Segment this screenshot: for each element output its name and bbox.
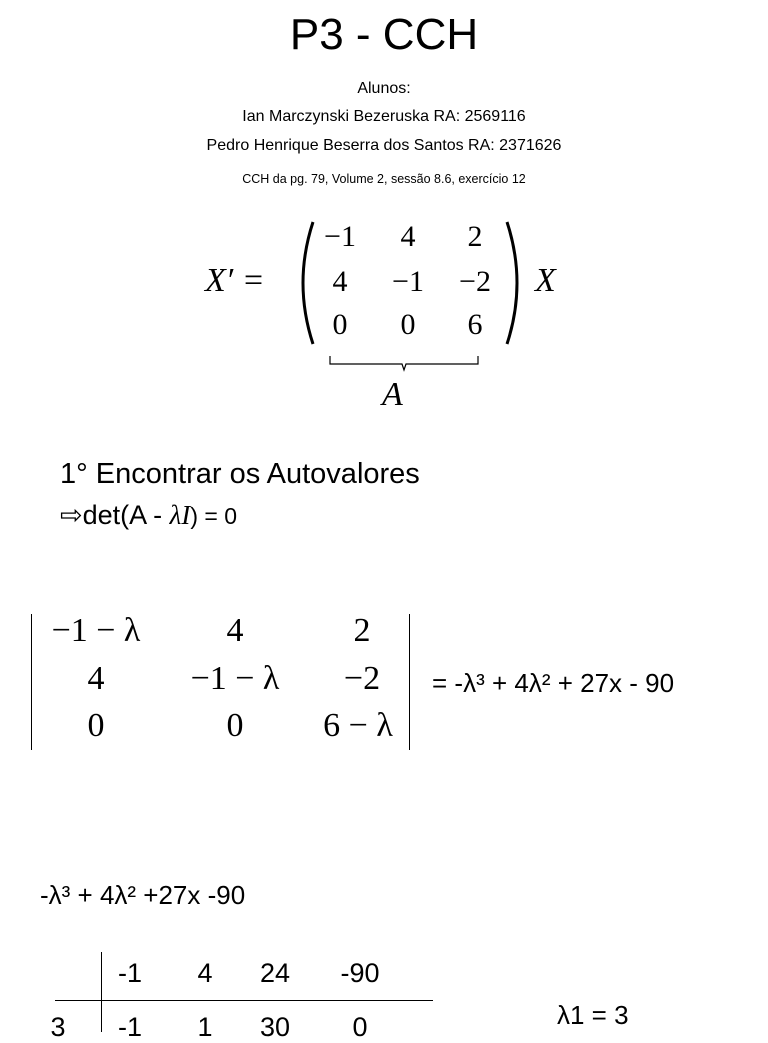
system-lhs: X′ = [205,262,265,299]
page-title: P3 - CCH [289,10,479,59]
det-prefix: ⇨det(A - [60,500,170,530]
step-title: 1° Encontrar os Autovalores [60,458,420,490]
students-label: Alunos: [357,80,411,97]
ruffini-coef-1: -1 [117,958,142,988]
ruffini-result-1: -1 [117,1012,142,1042]
det-cell-11: −1 − λ [51,612,141,649]
det-left-bar [31,614,32,750]
student-1: Ian Marczynski Bezeruska RA: 2569116 [242,108,526,125]
student-2: Pedro Henrique Beserra dos Santos RA: 2371626 [206,137,562,154]
characteristic-equation [60,500,237,531]
det-cell-21: 4 [87,660,105,697]
lambda-1-value: λ1 = 3 [557,1000,629,1030]
ruffini-horizontal-line [55,1000,433,1001]
exercise-reference: CCH da pg. 79, Volume 2, sessão 8.6, exercício 12 [242,172,526,186]
matrix-a33: 6 [467,308,483,341]
det-cell-31: 0 [87,707,105,744]
det-cell-13: 2 [353,612,371,649]
det-lambda: λI [169,500,191,530]
matrix-a23: −2 [459,265,491,298]
matrix-a31: 0 [332,308,348,341]
ruffini-result-2: 1 [197,1012,213,1042]
ruffini-result-4: 0 [352,1012,368,1042]
det-cell-32: 0 [226,707,244,744]
polynomial: -λ³ + 4λ² +27x -90 [40,880,246,910]
matrix-a12: 4 [400,220,416,253]
matrix-a32: 0 [400,308,416,341]
ruffini-coef-2: 4 [197,958,213,988]
matrix-a11: −1 [324,220,356,253]
matrix-a22: −1 [392,265,424,298]
ruffini-coef-4: -90 [340,958,380,988]
ruffini-coef-3: 24 [259,958,291,988]
det-cell-33: 6 − λ [323,707,393,744]
system-rhs: X [535,262,556,299]
det-cell-22: −1 − λ [190,660,280,697]
ruffini-root: 3 [50,1012,66,1042]
underbrace [328,354,480,374]
matrix-a21: 4 [332,265,348,298]
ruffini-result-3: 30 [259,1012,291,1042]
det-right-bar [409,614,410,750]
det-cell-12: 4 [226,612,244,649]
det-cell-23: −2 [343,660,381,697]
det-suffix: ) = 0 [190,503,238,529]
matrix-label-a: A [382,376,403,413]
determinant-result: = -λ³ + 4λ² + 27x - 90 [432,668,675,698]
matrix-a13: 2 [467,220,483,253]
